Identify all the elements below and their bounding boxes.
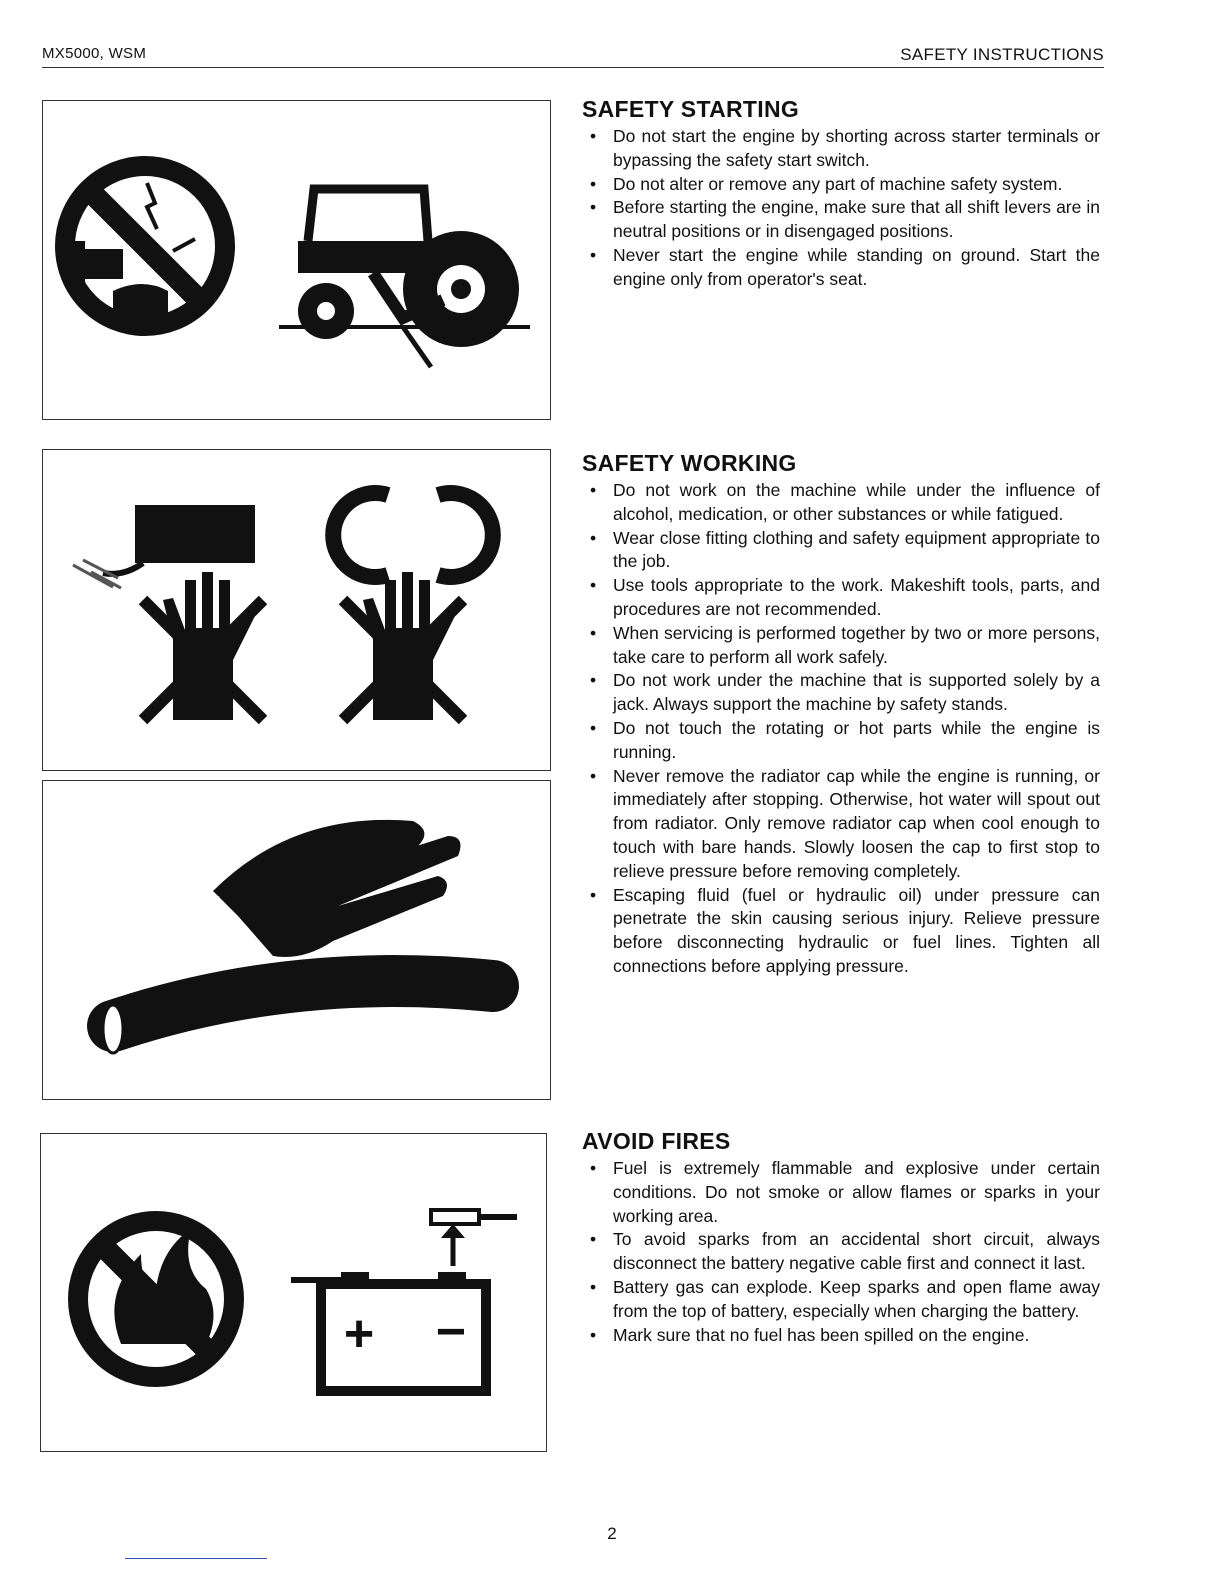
list-item: • Never remove the radiator cap while the engine is running, or immediately after stopping. Otherwise, hot water will spout out from radiator. Only remove radiator cap when cool enough to touch with bare hands. Slowly loosen the cap to first stop to relieve pressure before removing completely. (582, 765, 1100, 884)
footer-rule (125, 1558, 267, 1559)
list-item: • Do not work on the machine while under the influence of alcohol, medication, or other substances or while fatigued. (582, 479, 1100, 527)
figure-avoid-fires (40, 1133, 547, 1452)
section-safety-working (582, 450, 1100, 979)
section-title: AVOID FIRES (582, 1128, 731, 1154)
rotating-parts-icon (73, 493, 493, 588)
list-item: • Escaping fluid (fuel or hydraulic oil) under pressure can penetrate the skin causing serious injury. Relieve pressure before disconnecting hydraulic or fuel lines. Tighten all connections before applying pressure. (582, 884, 1100, 979)
list-item: • Do not start the engine by shorting across starter terminals or bypassing the safety start switch. (582, 125, 1100, 173)
battery-minus-label: − (435, 1303, 467, 1361)
tractor-icon (279, 189, 530, 367)
list-item: • Battery gas can explode. Keep sparks and open flame away from the top of battery, especially when charging the battery. (582, 1276, 1100, 1324)
hand-icon (213, 820, 460, 957)
fluid-pressure-illustration (43, 781, 550, 1099)
no-flame-icon (78, 1221, 234, 1377)
bullet-list (582, 1157, 1100, 1347)
list-item: • To avoid sparks from an accidental short circuit, always disconnect the battery negative cable first and connect it last. (582, 1228, 1100, 1276)
battery-plus-label: + (343, 1305, 375, 1363)
battery-icon (291, 1210, 517, 1391)
list-item: • Use tools appropriate to the work. Makeshift tools, parts, and procedures are not recommended. (582, 574, 1100, 622)
section-avoid-fires (582, 1128, 1100, 1347)
section-title: SAFETY STARTING (582, 96, 800, 122)
list-item: • Never start the engine while standing on ground. Start the engine only from operator's seat. (582, 244, 1100, 292)
working-illustration (43, 450, 550, 770)
bullet-list (582, 125, 1100, 292)
header-section-title: SAFETY INSTRUCTIONS (900, 45, 1104, 64)
list-item: • Do not touch the rotating or hot parts while the engine is running. (582, 717, 1100, 765)
bullet-list (582, 479, 1100, 979)
header-model: MX5000, WSM (42, 45, 147, 62)
page-number: 2 (607, 1524, 617, 1543)
list-item: • When servicing is performed together by two or more persons, take care to perform all work safely. (582, 622, 1100, 670)
figure-safety-working (42, 449, 551, 771)
list-item: • Do not alter or remove any part of machine safety system. (582, 173, 1100, 197)
section-title: SAFETY WORKING (582, 450, 797, 476)
fires-illustration (41, 1134, 546, 1451)
hand-icon-right (343, 572, 463, 720)
hand-icon-left (143, 572, 263, 720)
section-safety-starting (582, 96, 1100, 292)
figure-safety-starting (42, 100, 551, 420)
hose-icon (103, 981, 493, 1053)
list-item: • Before starting the engine, make sure that all shift levers are in neutral positions or in disengaged positions. (582, 196, 1100, 244)
list-item: • Fuel is extremely flammable and explosive under certain conditions. Do not smoke or allow flames or sparks in your working area. (582, 1157, 1100, 1228)
figure-fluid-pressure (42, 780, 551, 1100)
list-item: • Mark sure that no fuel has been spilled on the engine. (582, 1324, 1100, 1348)
list-item: • Wear close fitting clothing and safety equipment appropriate to the job. (582, 527, 1100, 575)
no-bypass-icon (65, 166, 225, 326)
header-rule (42, 67, 1104, 68)
list-item: • Do not work under the machine that is supported solely by a jack. Always support the machine by safety stands. (582, 669, 1100, 717)
starting-illustration (43, 101, 550, 419)
